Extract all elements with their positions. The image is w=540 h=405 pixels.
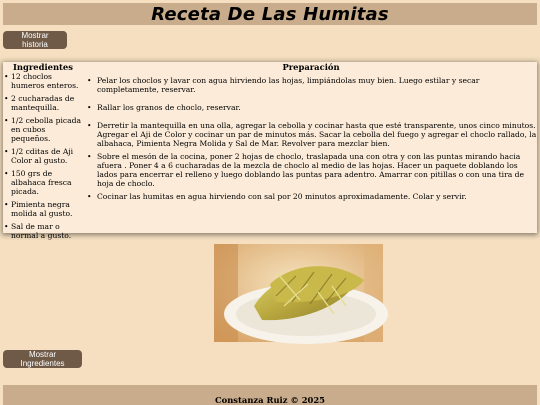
page-footer: [3, 385, 537, 405]
preparation-step: • Sobre el mesón de la cocina, poner 2 hojas de choclo, traslapada una con otra y con las puntas mirando hacia afuera . Poner 4 a 6 cucharadas de la mezcla de choclo al medio de las hojas. Hacer un paquete doblando los lados para encerrar el relleno y luego doblando las puntas para adentro. Amarrar con pitillas o con una tira de hoja de choclo.: [85, 152, 537, 188]
show-history-button[interactable]: Mostrar historia: [3, 31, 67, 49]
ingredients-title: Ingredientes: [13, 62, 73, 72]
preparation-step: • Rallar los granos de choclo, reservar.: [85, 103, 537, 112]
preparation-list: [85, 76, 537, 201]
footer-credit: Constanza Ruiz © 2025: [214, 395, 326, 405]
ingredients-column: [3, 62, 83, 240]
humitas-photo: [214, 244, 383, 342]
ingredient-item: • 1/2 cditas de Aji Color al gusto.: [3, 147, 83, 165]
recipe-card: [3, 62, 537, 240]
show-ingredients-button[interactable]: Mostrar Ingredientes: [3, 350, 82, 368]
preparation-step: • Pelar los choclos y lavar con agua hirviendo las hojas, limpiándolas muy bien. Luego estilar y secar completamente, reservar.: [85, 76, 537, 94]
ingredient-item: • 12 choclos humeros enteros.: [3, 72, 83, 90]
humitas-image: [214, 244, 383, 342]
ingredient-item: • 150 grs de albahaca fresca picada.: [3, 169, 83, 196]
page-title: Receta De Las Humitas: [151, 3, 389, 25]
preparation-column: [83, 62, 537, 233]
ingredient-item: • 1/2 cebolla picada en cubos pequeños.: [3, 116, 83, 143]
preparation-title: Preparación: [282, 62, 340, 72]
ingredients-list: [3, 72, 83, 240]
preparation-step: • Derretir la mantequilla en una olla, agregar la cebolla y cocinar hasta que esté transparente, unos cinco minutos. Agregar el Aji de Color y cocinar un par de minutos más. Sacar la cebolla del fuego y agregar el choclo rallado, la albahaca, Pimienta Negra Molida y Sal de Mar. Revolver para mezclar bien.: [85, 121, 537, 148]
ingredient-item: • 2 cucharadas de mantequilla.: [3, 94, 83, 112]
ingredient-item: • Sal de mar o normal a gusto.: [3, 222, 83, 240]
preparation-step: • Cocinar las humitas en agua hirviendo con sal por 20 minutos aproximadamente. Colar y servir.: [85, 192, 537, 201]
page-header: [3, 3, 537, 25]
ingredient-item: • Pimienta negra molida al gusto.: [3, 200, 83, 218]
